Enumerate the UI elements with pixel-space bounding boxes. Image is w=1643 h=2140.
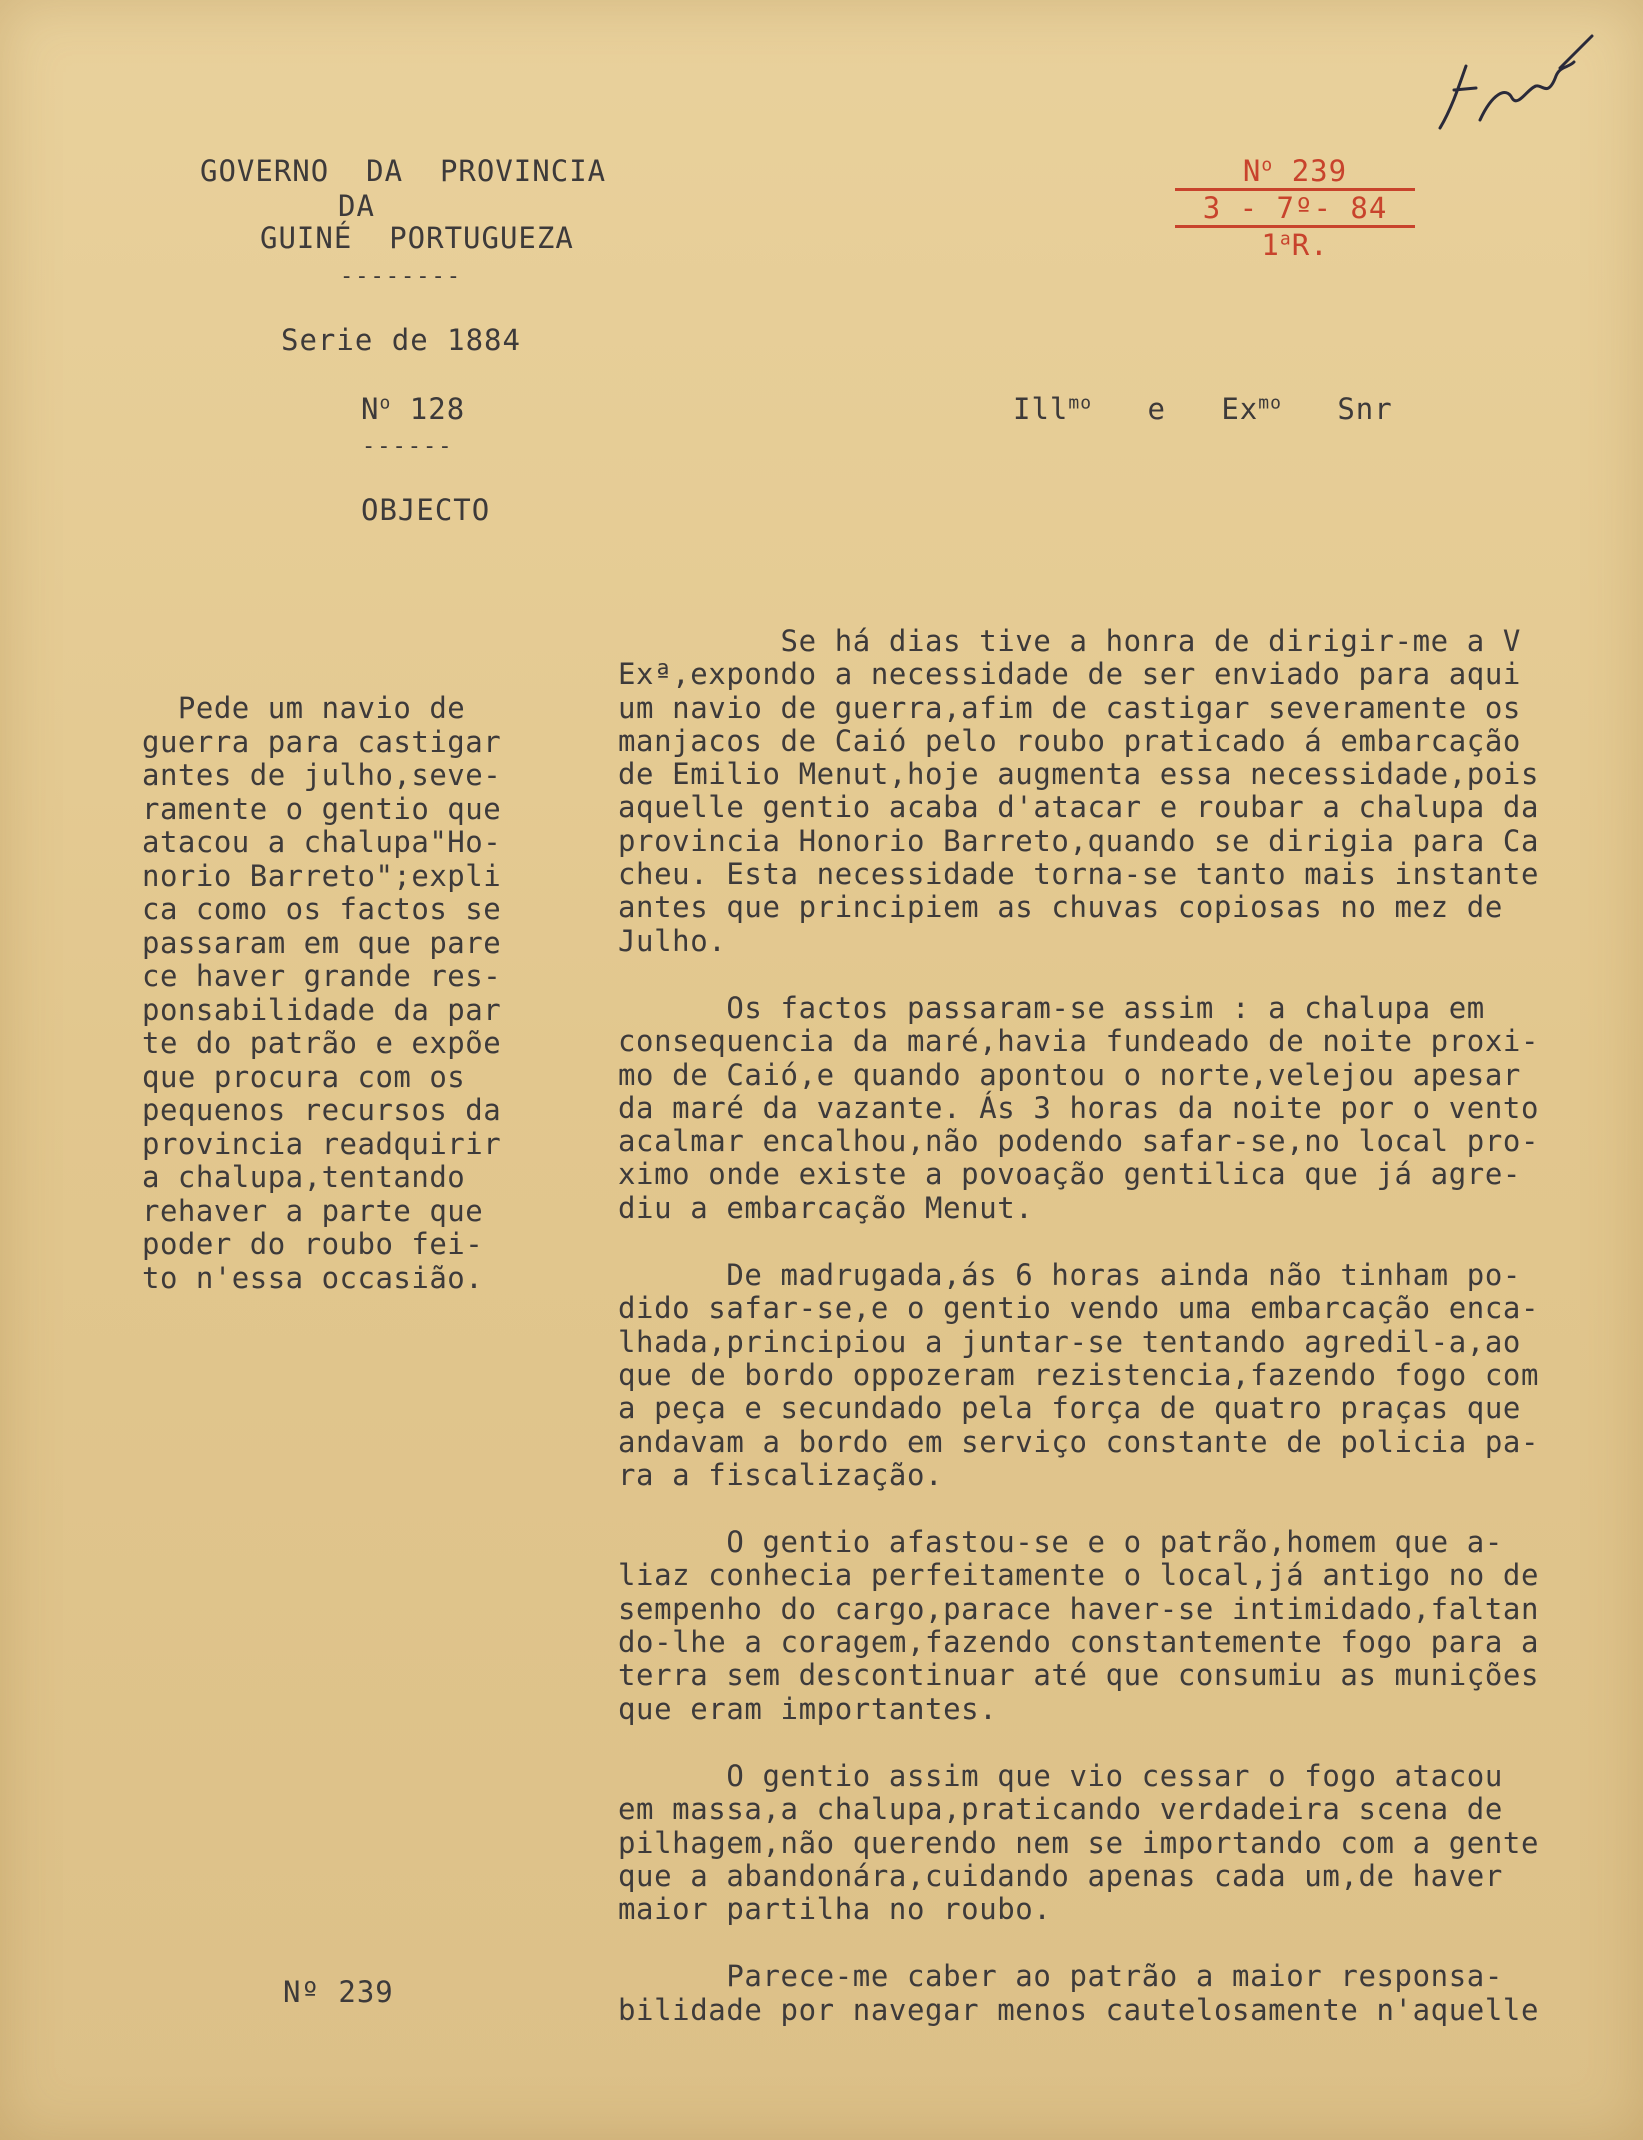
salutation-ill: Ill — [1013, 392, 1069, 426]
stamp-number — [1175, 154, 1415, 191]
body-paragraph — [618, 1760, 1628, 1926]
header-rule-2: ------ — [362, 434, 454, 459]
registry-stamp — [1175, 154, 1415, 262]
body-line: sempenho do cargo,parace haver-se intimidado,faltan — [618, 1591, 1540, 1626]
body-line: cheu. Esta necessidade torna-se tanto mais instante — [618, 857, 1540, 892]
summary-line: atacou a chalupa"Ho- — [142, 825, 502, 859]
summary-line: passaram em que pare — [142, 925, 502, 960]
body-line: bilidade por navegar menos cautelosamente n'aquelle — [618, 1992, 1540, 2027]
stamp-number-prefix: N — [1242, 154, 1262, 188]
summary-line: te do patrão e expõe — [142, 1026, 502, 1060]
salutation-snr: Snr — [1337, 392, 1393, 426]
summary-line: antes de julho,seve- — [142, 758, 502, 792]
office-number-sup: o — [379, 392, 392, 414]
body-line: consequencia da maré,havia fundeado de noite proxi- — [618, 1024, 1540, 1059]
body-line: lhada,principiou a juntar-se tentando agredil-a,ao — [618, 1324, 1521, 1359]
subject-label: OBJECTO — [361, 493, 491, 527]
summary-line: Pede um navio de — [142, 691, 466, 725]
body-line: em massa,a chalupa,praticando verdadeira scena de — [618, 1792, 1503, 1827]
body-paragraph — [618, 992, 1628, 1225]
summary-line: guerra para castigar — [142, 724, 502, 759]
series-label: Serie de 1884 — [281, 323, 521, 357]
stamp-number-value: 239 — [1291, 154, 1348, 188]
footer-number: Nº 239 — [283, 1975, 394, 2009]
summary-line: ce haver grande res- — [142, 959, 502, 993]
body-line: um navio de guerra,afim de castigar severamente os — [618, 690, 1521, 725]
stamp-number-sup: o — [1261, 154, 1274, 176]
body-line: do-lhe a coragem,fazendo constantemente fogo para a — [618, 1625, 1540, 1660]
body-line: provincia Honorio Barreto,quando se dirigia para Ca — [618, 823, 1540, 858]
body-line: ra a fiscalização. — [618, 1457, 944, 1492]
body-paragraph — [618, 1259, 1628, 1492]
stamp-section-suffix: R. — [1291, 228, 1329, 262]
body-line: O gentio assim que vio cessar o fogo atacou — [618, 1758, 1503, 1793]
body-line: que eram importantes. — [618, 1691, 998, 1726]
summary-line: que procura com os — [142, 1059, 466, 1094]
letter-body — [618, 625, 1628, 2061]
summary-line: ponsabilidade da par — [142, 992, 502, 1027]
summary-line: ramente o gentio que — [142, 791, 502, 826]
body-paragraph — [618, 1960, 1628, 2027]
salutation-ex: Ex — [1221, 392, 1259, 426]
salutation-e: e — [1147, 392, 1166, 426]
body-line: manjacos de Caió pelo roubo praticado á embarcação — [618, 723, 1521, 758]
body-line: acalmar encalhou,não podendo safar-se,no local pro- — [618, 1124, 1540, 1159]
body-line: liaz conhecia perfeitamente o local,já antigo no de — [618, 1558, 1540, 1593]
body-line: Parece-me caber ao patrão a maior responsa- — [618, 1959, 1503, 1994]
stamp-section-prefix: 1 — [1261, 228, 1280, 262]
body-paragraph — [618, 625, 1628, 958]
body-line: maior partilha no roubo. — [618, 1892, 1052, 1927]
office-number-prefix: N — [361, 392, 380, 426]
salutation-ex-sup: mo — [1258, 392, 1282, 414]
body-line: terra sem descontinuar até que consumiu as munições — [618, 1658, 1540, 1693]
body-line: da maré da vazante. Ás 3 horas da noite por o vento — [618, 1090, 1540, 1125]
body-line: antes que principiem as chuvas copiosas no mez de — [618, 890, 1503, 925]
handwritten-signature-mark — [1432, 28, 1602, 138]
summary-line: a chalupa,tentando — [142, 1160, 466, 1194]
body-line: de Emilio Menut,hoje augmenta essa necessidade,pois — [618, 757, 1540, 792]
body-line: Se há dias tive a honra de dirigir-me a V — [618, 624, 1521, 658]
summary-line: ca como os factos se — [142, 892, 502, 926]
salutation — [1013, 392, 1393, 426]
body-line: pilhagem,não querendo nem se importando com a gente — [618, 1825, 1540, 1860]
stamp-date: 3 - 7º- 84 — [1175, 191, 1415, 228]
body-line: De madrugada,ás 6 horas ainda não tinham po- — [618, 1258, 1521, 1293]
body-line: Julho. — [618, 923, 727, 958]
body-line: diu a embarcação Menut. — [618, 1190, 1034, 1225]
body-line: Exª,expondo a necessidade de ser enviado para aqui — [618, 657, 1521, 692]
body-line: que de bordo oppozeram rezistencia,fazendo fogo com — [618, 1357, 1540, 1392]
office-line-3: GUINÉ PORTUGUEZA — [260, 221, 574, 255]
summary-line: rehaver a parte que — [142, 1193, 484, 1228]
summary-line: norio Barreto";expli — [142, 858, 502, 893]
header-rule-1: -------- — [340, 264, 462, 289]
stamp-section-sup: a — [1279, 228, 1292, 250]
body-line: a peça e secundado pela força de quatro praças que — [618, 1391, 1521, 1426]
office-line-2: DA — [338, 189, 375, 223]
body-line: Os factos passaram-se assim : a chalupa em — [618, 990, 1485, 1025]
summary-line: to n'essa occasião. — [142, 1260, 484, 1295]
salutation-ill-sup: mo — [1068, 392, 1093, 414]
office-line-1: GOVERNO DA PROVINCIA — [200, 154, 607, 188]
body-line: ximo onde existe a povoação gentilica que já agre- — [618, 1157, 1521, 1192]
body-paragraph — [618, 1526, 1628, 1726]
office-number-value: 128 — [409, 392, 466, 426]
body-line: que a abandonára,cuidando apenas cada um,de haver — [618, 1858, 1503, 1893]
body-line: dido safar-se,e o gentio vendo uma embarcação enca- — [618, 1291, 1540, 1326]
body-line: aquelle gentio acaba d'atacar e roubar a chalupa da — [618, 790, 1540, 825]
summary-line: pequenos recursos da — [142, 1093, 502, 1127]
summary-line: provincia readquirir — [142, 1126, 502, 1161]
body-line: O gentio afastou-se e o patrão,homem que a- — [618, 1525, 1503, 1560]
stamp-section — [1175, 228, 1415, 262]
summary-line: poder do roubo fei- — [142, 1227, 484, 1261]
body-line: mo de Caió,e quando apontou o norte,velejou apesar — [618, 1057, 1521, 1092]
summary-column — [142, 692, 562, 1295]
office-number — [361, 392, 465, 426]
body-line: andavam a bordo em serviço constante de policia pa- — [618, 1424, 1540, 1459]
